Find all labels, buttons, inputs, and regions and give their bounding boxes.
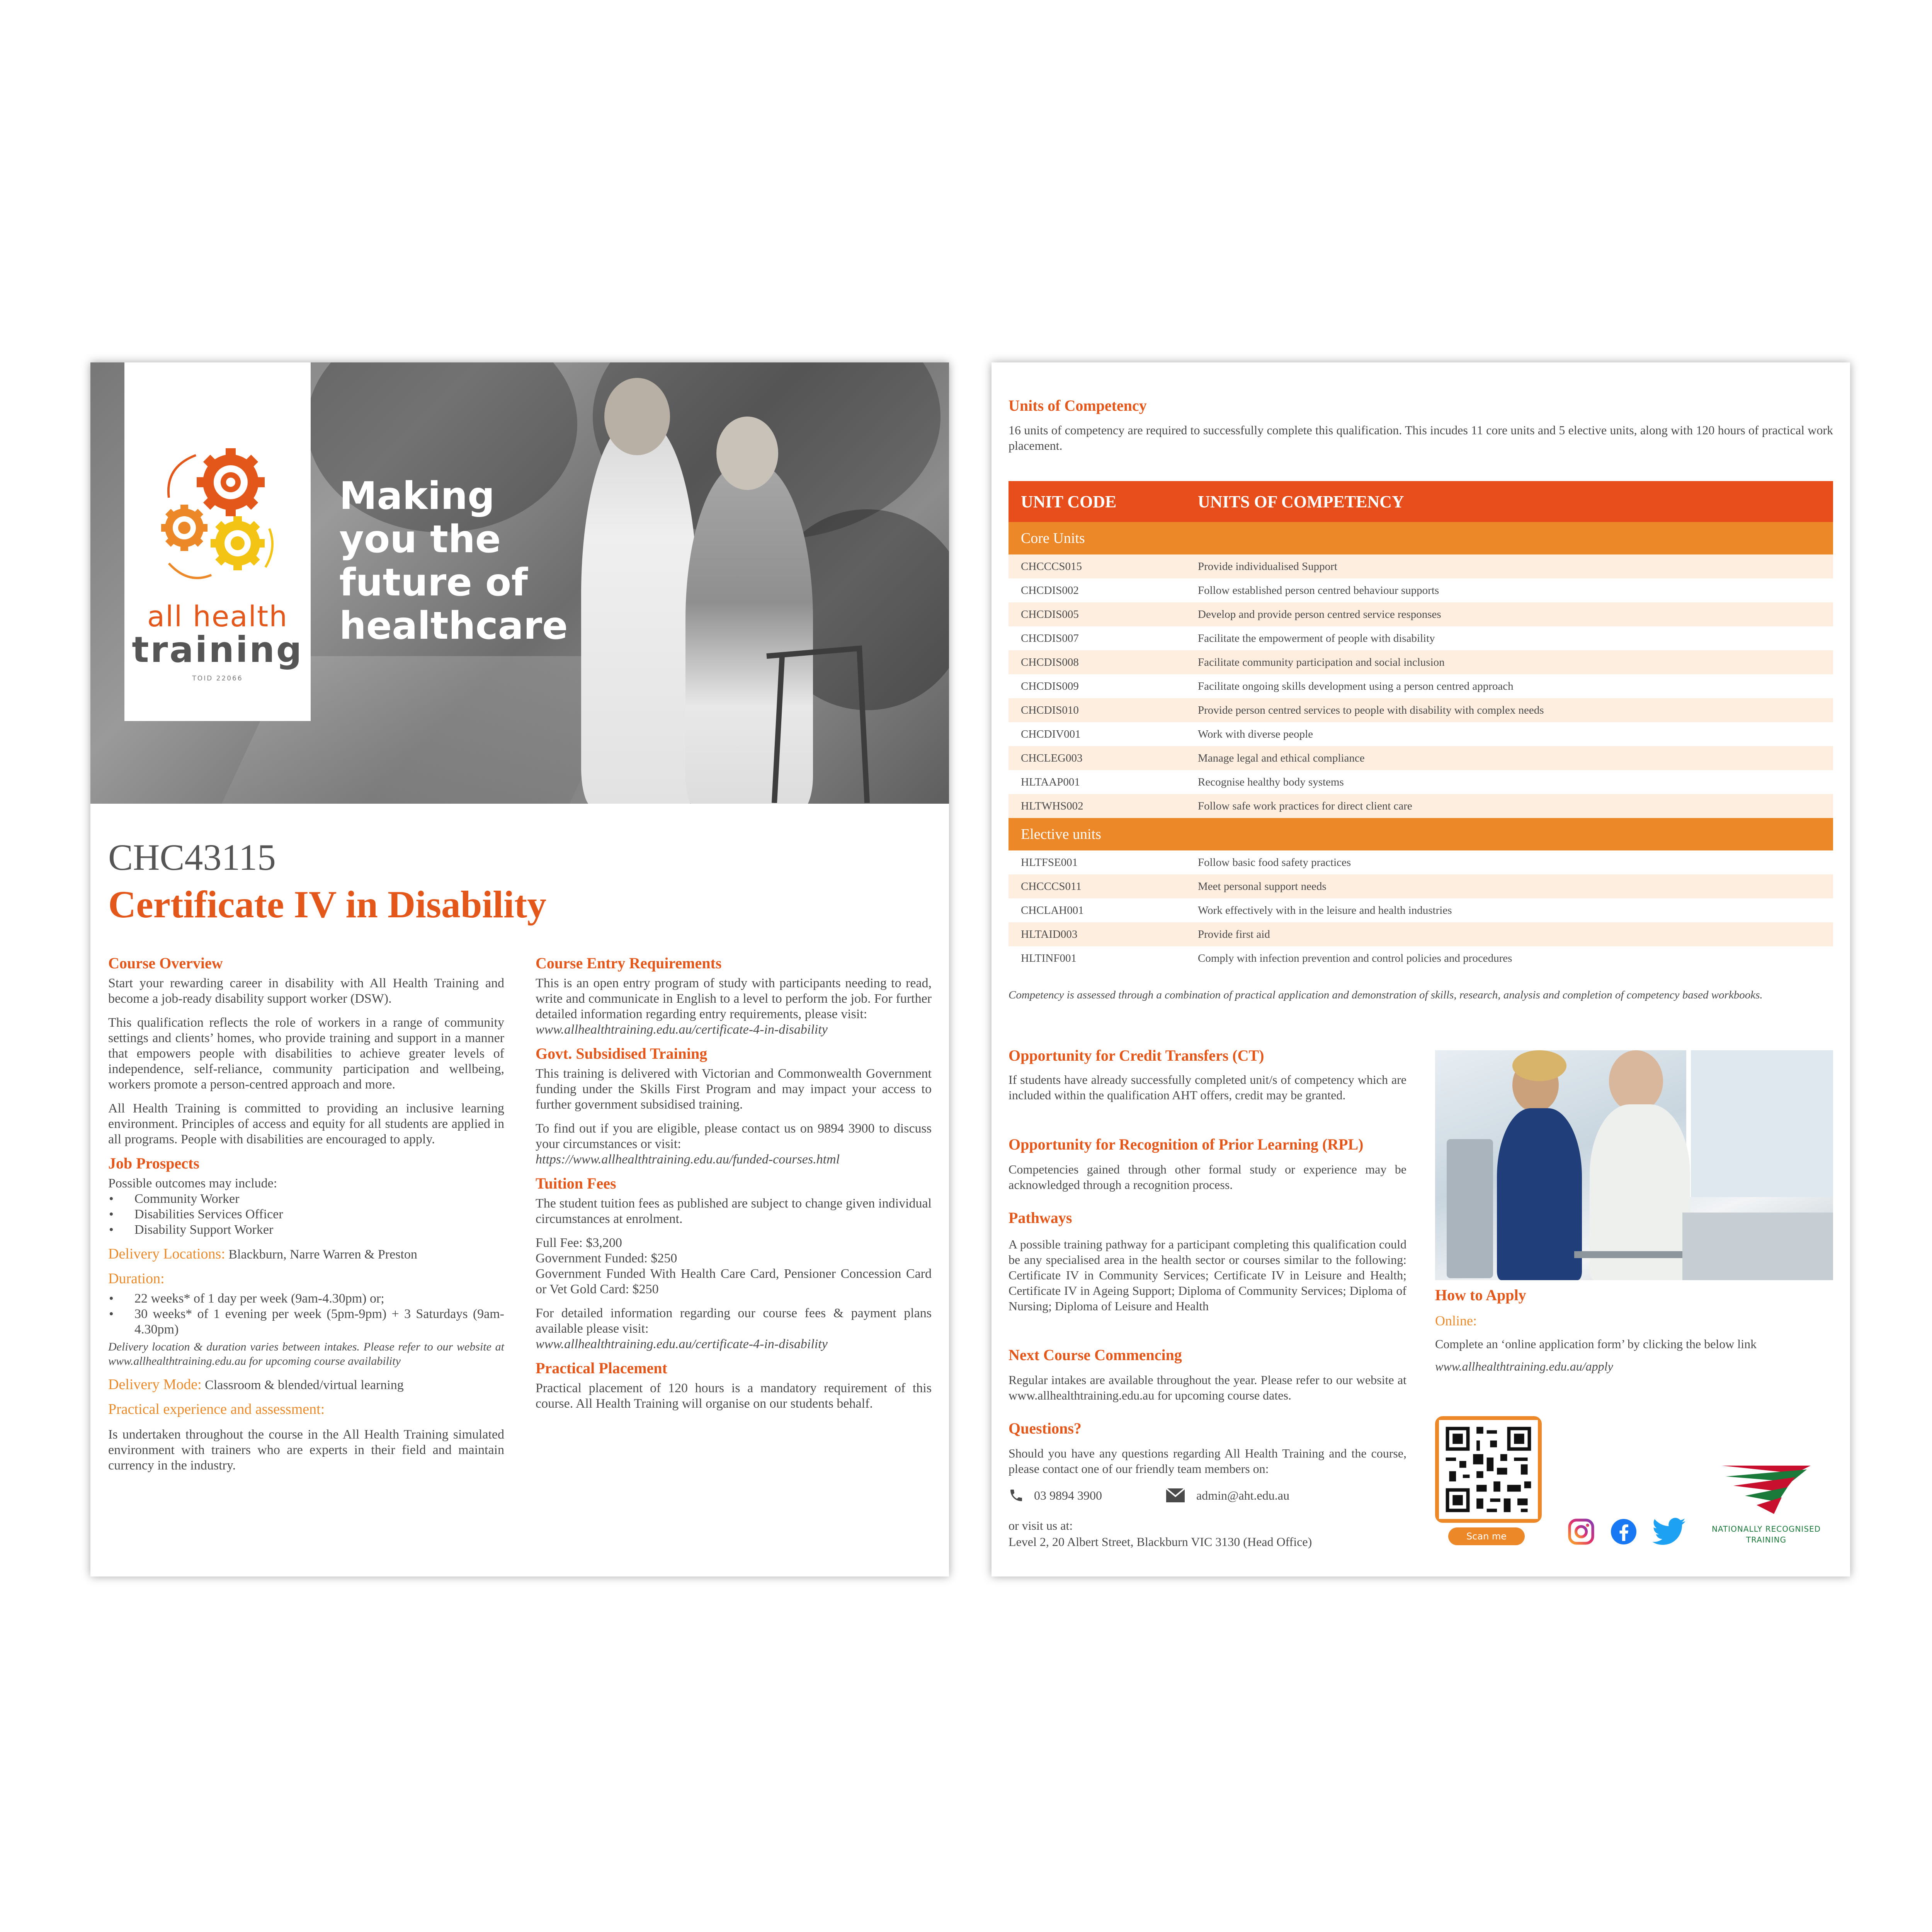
qr-code[interactable] bbox=[1435, 1416, 1542, 1523]
pathways-heading: Pathways bbox=[1009, 1209, 1072, 1226]
list-item: • 30 weeks* of 1 evening per week (5pm-9pm) + 3 Saturdays (9am-4.30pm) bbox=[108, 1306, 504, 1337]
left-column bbox=[108, 956, 504, 1473]
walking-frame bbox=[759, 641, 875, 803]
tuition-text: The student tuition fees as published are subject to change given individual circumstances at enrolment. bbox=[536, 1196, 932, 1226]
practical-experience-text: Is undertaken throughout the course in the All Health Training simulated environment with trainers who are experts in their field and maintain currency in the industry. bbox=[108, 1427, 504, 1473]
rpl-heading: Opportunity for Recognition of Prior Learning (RPL) bbox=[1009, 1136, 1364, 1153]
delivery-locations: Delivery Locations: Blackburn, Narre Warren & Preston bbox=[108, 1246, 417, 1262]
entry-requirements-link[interactable]: www.allhealthtraining.edu.au/certificate-4-in-disability bbox=[536, 1022, 828, 1037]
table-row: CHCCCS011 Meet personal support needs bbox=[1009, 874, 1833, 898]
table-row: CHCDIV001 Work with diverse people bbox=[1021, 728, 1313, 740]
table-row: CHCDIS010 Provide person centred services to people with disability with complex needs bbox=[1009, 698, 1833, 722]
duration-list bbox=[108, 1291, 504, 1337]
header-unit-code: UNIT CODE bbox=[1009, 481, 1185, 522]
scan-me-badge[interactable]: Scan me bbox=[1448, 1527, 1525, 1545]
core-units-row: Core Units bbox=[1009, 522, 1833, 554]
list-item: • Disability Support Worker bbox=[108, 1222, 504, 1238]
table-row: CHCDIS002 Follow established person centred behaviour supports bbox=[1021, 584, 1439, 597]
placement-text: Practical placement of 120 hours is a mandatory requirement of this course. All Health Training will organise on our students behalf. bbox=[536, 1381, 932, 1411]
phone-icon bbox=[1009, 1488, 1024, 1503]
course-code: CHC43115 bbox=[108, 837, 276, 878]
next-course-text: Regular intakes are available throughout the year. Please refer to our website at www.allhealthtraining.edu.au for upcoming course dates. bbox=[1009, 1373, 1406, 1402]
mail-icon bbox=[1165, 1488, 1185, 1503]
placement-heading: Practical Placement bbox=[536, 1359, 667, 1377]
overview-paragraph: This qualification reflects the role of workers in a range of community settings and clients’ homes, who provide training and support in a manner that empowers people with disabilities to achieve greater levels of independence, self-reliance, community participation and wellbeing, workers promote a person-centred approach and more. bbox=[108, 1015, 504, 1092]
senior-head bbox=[716, 417, 778, 490]
job-prospects-intro: Possible outcomes may include: bbox=[108, 1176, 277, 1190]
units-table bbox=[1009, 481, 1833, 970]
questions-text: Should you have any questions regarding All Health Training and the course, please contact one of our friendly team members on: bbox=[1009, 1446, 1406, 1476]
table-row: HLTWHS002 Follow safe work practices for direct client care bbox=[1009, 794, 1833, 818]
hero-tagline: Making you the future of healthcare bbox=[339, 474, 568, 648]
table-row: HLTAAP001 Recognise healthy body systems bbox=[1021, 776, 1344, 788]
table-row: CHCDIS005 Develop and provide person centred service responses bbox=[1009, 602, 1833, 626]
entry-requirements-text: This is an open entry program of study with participants needing to read, write and communicate in English to a level to perform the job. For further detailed information regarding entry requirements, please visit: bbox=[536, 976, 932, 1021]
list-item: • Community Worker bbox=[108, 1191, 504, 1207]
table-row: CHCCCS015 Provide individualised Support bbox=[1009, 554, 1833, 578]
subsidised-text: This training is delivered with Victorian and Commonwealth Government funding under the Skills First Program and may impact your access to further government subsidised training. bbox=[536, 1066, 932, 1112]
how-to-apply-heading: How to Apply bbox=[1435, 1286, 1526, 1304]
brochure-page-front bbox=[90, 362, 949, 1577]
nrt-caption: NATIONALLY RECOGNISED TRAINING bbox=[1711, 1524, 1821, 1544]
nationally-recognised-training-logo bbox=[1718, 1462, 1815, 1520]
delivery-mode: Delivery Mode: Classroom & blended/virtual learning bbox=[108, 1376, 404, 1393]
subsidised-text: To find out if you are eligible, please contact us on 9894 3900 to discuss your circumstances or visit: bbox=[536, 1121, 932, 1151]
duration-note: Delivery location & duration varies between intakes. Please refer to our website at www.allhealthtraining.edu.au for upcoming course availability bbox=[108, 1340, 504, 1367]
course-overview-heading: Course Overview bbox=[108, 954, 223, 972]
subsidised-heading: Govt. Subsidised Training bbox=[536, 1045, 707, 1062]
next-course-heading: Next Course Commencing bbox=[1009, 1346, 1182, 1364]
fee-line: Full Fee: $3,200 bbox=[536, 1236, 622, 1250]
table-row: HLTINF001 Comply with infection prevention and control policies and procedures bbox=[1021, 952, 1512, 964]
logo-text-training: training bbox=[132, 629, 303, 670]
email-address[interactable]: admin@aht.edu.au bbox=[1196, 1488, 1289, 1502]
table-row: CHCLEG003 Manage legal and ethical compliance bbox=[1009, 746, 1833, 770]
credit-transfer-heading: Opportunity for Credit Transfers (CT) bbox=[1009, 1047, 1264, 1064]
brochure-page-back bbox=[992, 362, 1850, 1577]
tuition-heading: Tuition Fees bbox=[536, 1175, 616, 1192]
instagram-icon[interactable] bbox=[1567, 1518, 1595, 1546]
elective-units-row: Elective units bbox=[1009, 818, 1833, 850]
job-prospects-heading: Job Prospects bbox=[108, 1155, 199, 1172]
job-prospects-list bbox=[108, 1191, 504, 1238]
fee-line: Government Funded: $250 bbox=[536, 1251, 677, 1265]
pathways-text: A possible training pathway for a participant completing this qualification could be any specialised area in the health sector or courses similar to the following: Certificate IV in Community Services; Certificate IV in Leisure and Health; Certificate IV in Ageing Support; Diploma of Community Services; Diploma of Nursing; Diploma of Leisure and Health bbox=[1009, 1237, 1406, 1313]
fee-line: Government Funded With Health Care Card, Pensioner Concession Card or Vet Gold Card: $250 bbox=[536, 1267, 932, 1296]
overview-paragraph: Start your rewarding career in disability with All Health Training and become a job-ready disability support worker (DSW). bbox=[108, 976, 504, 1006]
logo-text-all-health: all health bbox=[147, 600, 288, 633]
table-row: CHCLAH001 Work effectively with in the leisure and health industries bbox=[1021, 904, 1452, 917]
funded-courses-link[interactable]: https://www.allhealthtraining.edu.au/funded-courses.html bbox=[536, 1152, 840, 1167]
tuition-more-text: For detailed information regarding our course fees & payment plans available please visit: bbox=[536, 1306, 932, 1336]
phone-number[interactable]: 03 9894 3900 bbox=[1034, 1488, 1102, 1502]
logo-panel bbox=[124, 362, 311, 721]
table-row: HLTAID003 Provide first aid bbox=[1009, 922, 1833, 946]
table-row: CHCDIS009 Facilitate ongoing skills development using a person centred approach bbox=[1021, 680, 1514, 692]
visit-label: or visit us at: bbox=[1009, 1519, 1073, 1532]
apply-text: Complete an ‘online application form’ by clicking the below link bbox=[1435, 1337, 1757, 1351]
duration-label: Duration: bbox=[108, 1270, 165, 1287]
rpl-text: Competencies gained through other formal study or experience may be acknowledged through a recognition process. bbox=[1009, 1162, 1406, 1192]
practical-experience-label: Practical experience and assessment: bbox=[108, 1401, 325, 1417]
table-row: HLTFSE001 Follow basic food safety practices bbox=[1021, 856, 1351, 869]
course-title: Certificate IV in Disability bbox=[108, 883, 547, 926]
units-intro: 16 units of competency are required to successfully complete this qualification. This incudes 11 core units and 5 elective units, along with 120 hours of practical work placement. bbox=[1009, 423, 1833, 452]
entry-requirements-heading: Course Entry Requirements bbox=[536, 954, 722, 972]
address: Level 2, 20 Albert Street, Blackburn VIC 3130 (Head Office) bbox=[1009, 1535, 1312, 1549]
online-label: Online: bbox=[1435, 1313, 1477, 1328]
units-heading: Units of Competency bbox=[1009, 397, 1147, 414]
caregiver-head bbox=[604, 378, 670, 455]
hero-banner bbox=[90, 362, 949, 804]
questions-heading: Questions? bbox=[1009, 1420, 1082, 1437]
gears-logo-icon bbox=[153, 440, 281, 587]
header-units-of-competency: UNITS OF COMPETENCY bbox=[1185, 481, 1833, 522]
list-item: • Disabilities Services Officer bbox=[108, 1207, 504, 1222]
table-header-row bbox=[1009, 481, 1833, 522]
twitter-icon[interactable] bbox=[1652, 1518, 1685, 1546]
tuition-link[interactable]: www.allhealthtraining.edu.au/certificate-4-in-disability bbox=[536, 1337, 828, 1351]
credit-transfer-text: If students have already successfully completed unit/s of competency which are included within the qualification AHT offers, credit may be granted. bbox=[1009, 1073, 1406, 1102]
overview-paragraph: All Health Training is committed to providing an inclusive learning environment. Principles of access and equity for all students are applied in all programs. People with disabilities are encouraged to apply. bbox=[108, 1101, 504, 1146]
facebook-icon[interactable] bbox=[1610, 1518, 1638, 1546]
right-column bbox=[536, 956, 932, 1412]
table-row: CHCDIS007 Facilitate the empowerment of people with disability bbox=[1021, 632, 1435, 645]
assessment-note: Competency is assessed through a combination of practical application and demonstration of skills, research, analysis and completion of competency based workbooks. bbox=[1009, 989, 1763, 1001]
list-item: • 22 weeks* of 1 day per week (9am-4.30pm) or; bbox=[108, 1291, 504, 1306]
hospital-photo bbox=[1435, 1050, 1833, 1280]
apply-link[interactable]: www.allhealthtraining.edu.au/apply bbox=[1435, 1359, 1613, 1373]
logo-toid: TOID 22066 bbox=[192, 675, 243, 682]
table-row: CHCDIS008 Facilitate community participation and social inclusion bbox=[1009, 650, 1833, 674]
